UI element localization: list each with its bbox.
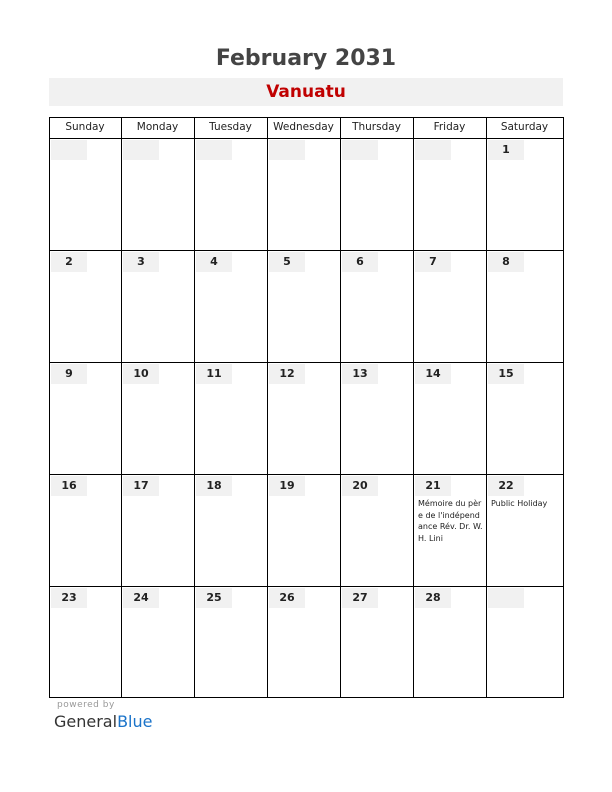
day-number: 7: [415, 252, 451, 272]
day-cell[interactable]: [267, 586, 341, 698]
day-number: 5: [269, 252, 305, 272]
day-cell[interactable]: [413, 586, 487, 698]
day-number: [342, 140, 378, 160]
day-number: 12: [269, 364, 305, 384]
day-number: 27: [342, 588, 378, 608]
day-cell[interactable]: [194, 362, 268, 475]
day-number: 22: [488, 476, 524, 496]
day-cell[interactable]: [194, 474, 268, 587]
day-cell[interactable]: [267, 362, 341, 475]
day-number: 9: [51, 364, 87, 384]
day-number: 3: [123, 252, 159, 272]
day-number: 19: [269, 476, 305, 496]
weekday-header-thursday: Thursday: [340, 117, 414, 139]
day-number: [415, 140, 451, 160]
day-cell[interactable]: [49, 586, 122, 698]
holiday-label: Public Holiday: [491, 499, 548, 508]
weekday-header-saturday: Saturday: [486, 117, 564, 139]
day-number: [196, 140, 232, 160]
day-number: [269, 140, 305, 160]
day-number: 15: [488, 364, 524, 384]
day-number: 16: [51, 476, 87, 496]
brand-blue-text: Blue: [117, 712, 153, 731]
day-cell[interactable]: [413, 250, 487, 363]
day-number: [51, 140, 87, 160]
weekday-header-sunday: Sunday: [49, 117, 122, 139]
day-number: 26: [269, 588, 305, 608]
holiday-label: Mémoire du père de l'indépendance Rév. Dr. W.H. Lini: [418, 499, 483, 543]
day-cell[interactable]: [121, 250, 195, 363]
day-cell[interactable]: [486, 138, 564, 251]
day-cell[interactable]: [486, 250, 564, 363]
day-number: 28: [415, 588, 451, 608]
day-number: 18: [196, 476, 232, 496]
day-cell[interactable]: [486, 362, 564, 475]
day-cell[interactable]: [194, 250, 268, 363]
day-cell[interactable]: [49, 362, 122, 475]
weekday-header-monday: Monday: [121, 117, 195, 139]
day-number: 4: [196, 252, 232, 272]
weekday-header-friday: Friday: [413, 117, 487, 139]
country-name: Vanuatu: [49, 78, 563, 106]
day-number: 20: [342, 476, 378, 496]
day-cell[interactable]: [340, 250, 414, 363]
day-cell[interactable]: [49, 138, 122, 251]
day-cell[interactable]: [340, 474, 414, 587]
powered-by-text: powered by: [57, 700, 115, 710]
day-cell[interactable]: [121, 138, 195, 251]
day-cell[interactable]: [413, 138, 487, 251]
generalblue-logo[interactable]: [54, 712, 152, 731]
day-cell[interactable]: [121, 362, 195, 475]
day-number: 14: [415, 364, 451, 384]
brand-general-text: General: [54, 712, 118, 731]
day-number: 17: [123, 476, 159, 496]
day-number: 21: [415, 476, 451, 496]
day-number: [123, 140, 159, 160]
day-number: 2: [51, 252, 87, 272]
day-number: 25: [196, 588, 232, 608]
day-cell[interactable]: [194, 138, 268, 251]
day-number: [488, 588, 524, 608]
day-cell[interactable]: [121, 586, 195, 698]
day-cell[interactable]: [121, 474, 195, 587]
day-number: 6: [342, 252, 378, 272]
day-cell[interactable]: [49, 250, 122, 363]
weekday-header-tuesday: Tuesday: [194, 117, 268, 139]
day-cell[interactable]: [267, 474, 341, 587]
weekday-header-wednesday: Wednesday: [267, 117, 341, 139]
page-title: February 2031: [215, 46, 397, 71]
day-cell[interactable]: [267, 138, 341, 251]
calendar-grid: [49, 117, 563, 697]
day-number: 11: [196, 364, 232, 384]
day-cell[interactable]: [486, 586, 564, 698]
day-cell[interactable]: [413, 362, 487, 475]
day-number: 1: [488, 140, 524, 160]
day-cell[interactable]: [340, 586, 414, 698]
day-cell[interactable]: [49, 474, 122, 587]
day-cell[interactable]: [267, 250, 341, 363]
day-number: 24: [123, 588, 159, 608]
day-cell[interactable]: [413, 474, 487, 587]
day-cell[interactable]: [340, 138, 414, 251]
day-cell[interactable]: [486, 474, 564, 587]
day-cell[interactable]: [340, 362, 414, 475]
day-cell[interactable]: [194, 586, 268, 698]
day-number: 10: [123, 364, 159, 384]
day-number: 8: [488, 252, 524, 272]
day-number: 23: [51, 588, 87, 608]
day-number: 13: [342, 364, 378, 384]
